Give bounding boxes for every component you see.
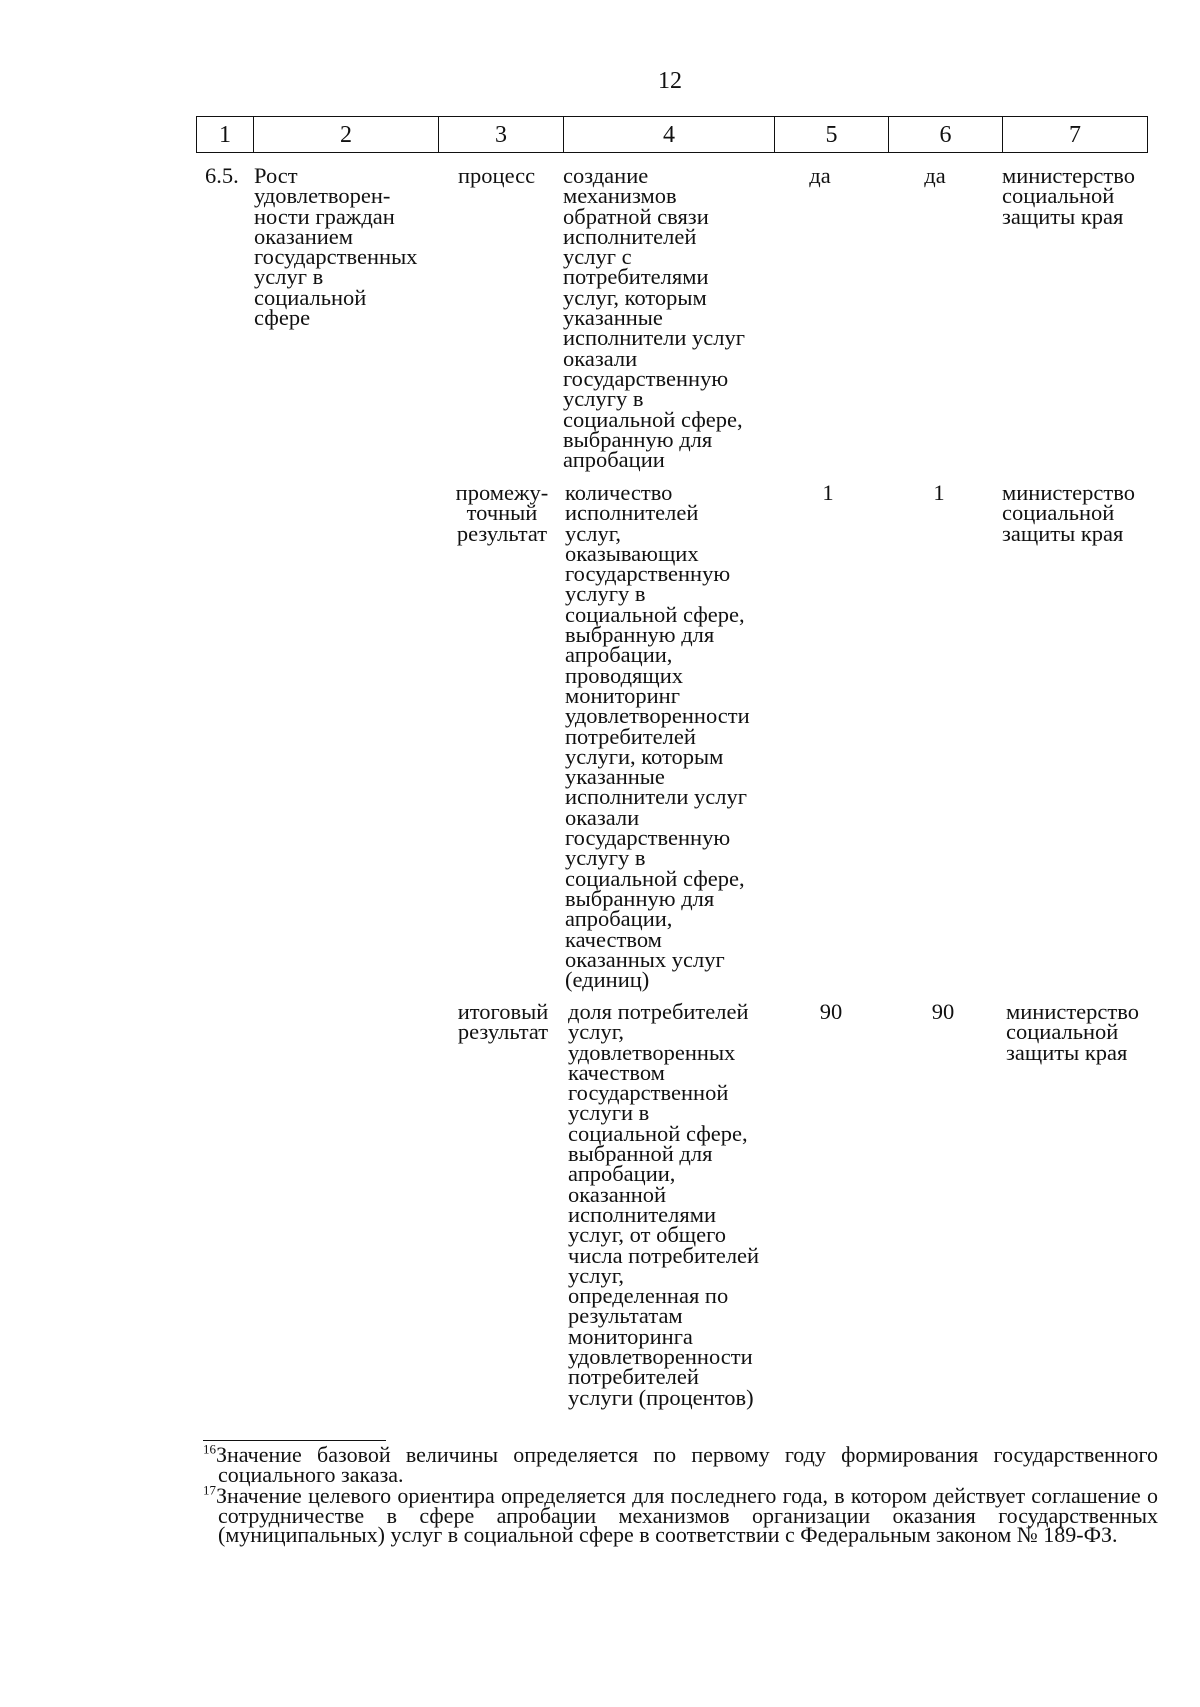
footnote-17-mark: 17 [203, 1482, 216, 1498]
footnote-16-text: Значение базовой величины определяется по первому году формирования государственного социального заказа. [216, 1442, 1158, 1487]
header-col-5: 5 [775, 117, 889, 153]
subrow-base-value-process: да [809, 163, 831, 188]
subrow-target-value-final: 90 [931, 999, 955, 1024]
subrow-base-value-final: 90 [819, 999, 843, 1024]
subrow-responsible-intermediate: министерство социальной защиты края [1002, 480, 1135, 546]
header-col-4: 4 [564, 117, 775, 153]
subrow-type-intermediate: промежу- точный результат [455, 480, 549, 546]
footnote-16-mark: 16 [203, 1441, 216, 1457]
footnote-separator [203, 1440, 386, 1441]
footnote-16-body [203, 1441, 1158, 1487]
footnote-17-body [203, 1482, 1158, 1547]
header-col-7: 7 [1003, 117, 1148, 153]
header-col-3: 3 [439, 117, 564, 153]
page-number: 12 [658, 68, 682, 94]
subrow-indicator-intermediate: количество исполнителей услуг, оказывающих государственную услугу в социальной сфере, выбранную для апробации, проводящих мониторинг удовлетворенности потребителей услуги, которым указанные исполнители услуг оказали государственную услугу в социальной сфере, выбранную для апробации, качеством оказанных услуг (единиц) [565, 480, 750, 993]
header-col-6: 6 [889, 117, 1003, 153]
column-number-header [196, 116, 1148, 153]
subrow-base-value-intermediate: 1 [822, 480, 834, 505]
subrow-indicator-process: создание механизмов обратной связи исполнителей услуг с потребителями услуг, которым указанные исполнители услуг оказали государственную услугу в социальной сфере, выбранную для апробации [563, 163, 745, 473]
subrow-type-process: процесс [458, 163, 536, 188]
row-number: 6.5. [205, 163, 239, 188]
subrow-indicator-final: доля потребителей услуг, удовлетворенных качеством государственной услуги в социальной сфере, выбранной для апробации, оказанной исполнителями услуг, от общего числа потребителей услуг, определенная по результатам мониторинга удовлетворенности потребителей услуги (процентов) [568, 999, 760, 1410]
subrow-responsible-final: министерство социальной защиты края [1006, 999, 1139, 1065]
header-row [197, 117, 1148, 153]
footnote-16 [203, 1441, 1158, 1487]
row-indicator-name: Рост удовлетворен- ности граждан оказанием государственных услуг в социальной сфере [254, 163, 418, 331]
footnote-17-text: Значение целевого ориентира определяется для последнего года, в котором действует соглашение о сотрудничестве в сфере апробации механизмов организации оказания государственных (муниципальных) услуг в социальной сфере в соответствии с Федеральным законом № 189-ФЗ. [216, 1483, 1158, 1547]
subrow-type-final: итоговый результат [457, 999, 549, 1045]
subrow-target-value-process: да [924, 163, 946, 188]
footnote-17 [203, 1482, 1158, 1547]
subrow-target-value-intermediate: 1 [933, 480, 945, 505]
subrow-responsible-process: министерство социальной защиты края [1002, 163, 1135, 229]
header-col-1: 1 [197, 117, 254, 153]
header-col-2: 2 [254, 117, 439, 153]
